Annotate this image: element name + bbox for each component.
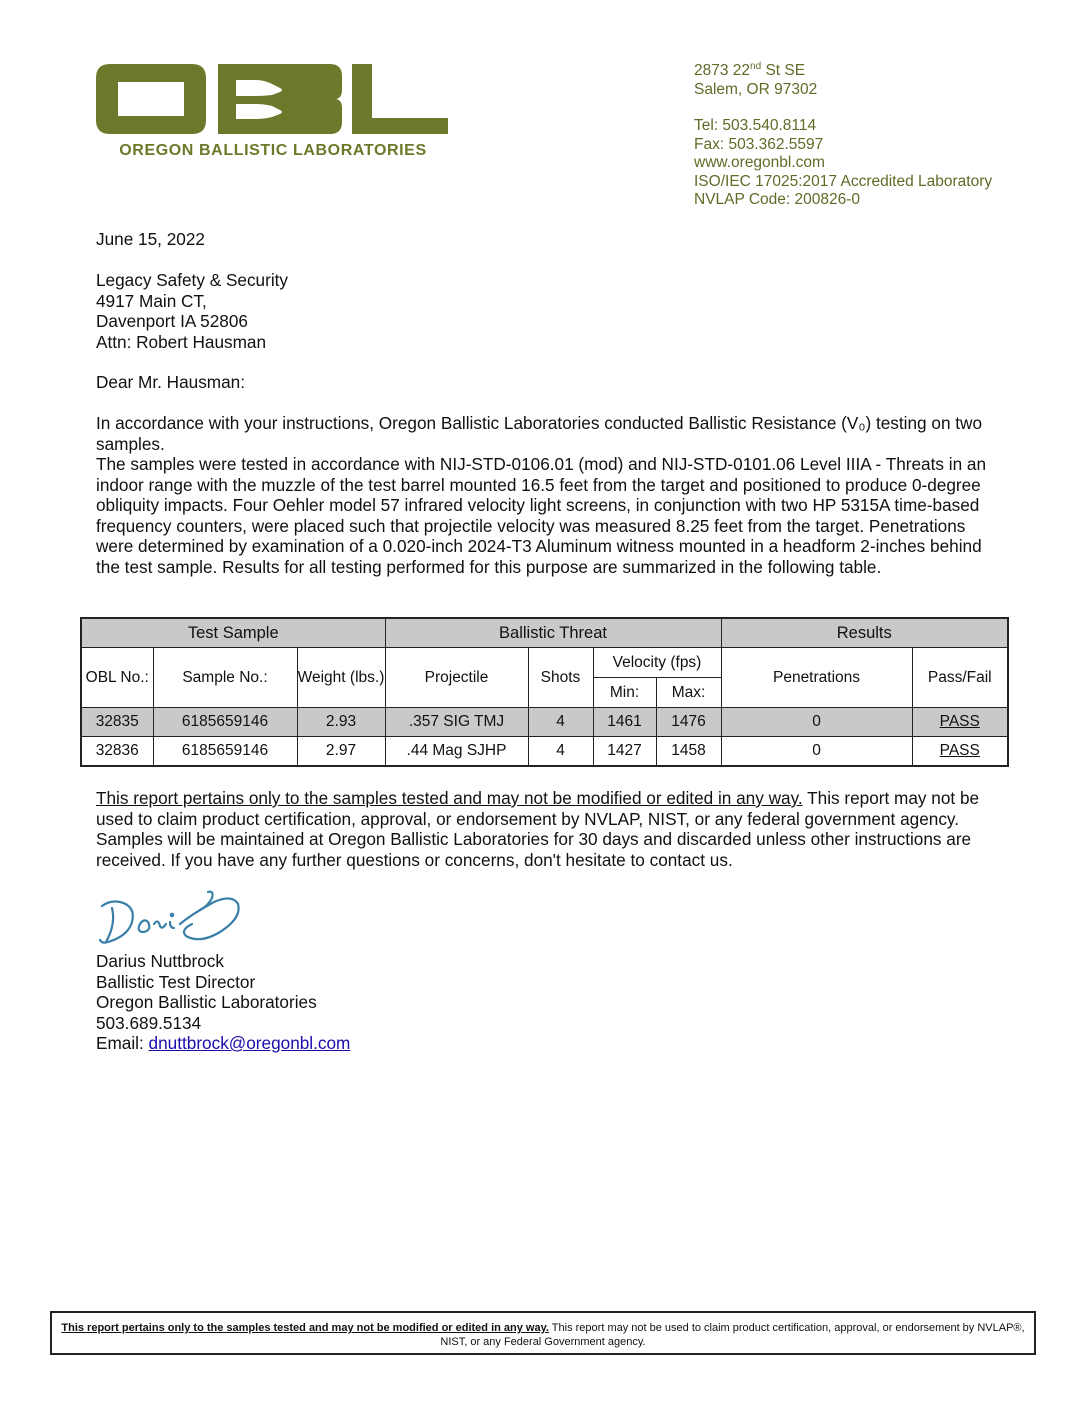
disclaimer-paragraph	[96, 788, 996, 870]
header-sample-no: Sample No.:	[153, 648, 297, 708]
logo-letter-b	[218, 64, 342, 134]
recipient-address	[96, 270, 288, 352]
group-results: Results	[721, 618, 1008, 648]
intro-paragraph-2: The samples were tested in accordance with NIJ-STD-0106.01 (mod) and NIJ-STD-0101.06 Level IIIA - Threats in an indoor range with the muzzle of the test barrel mounted 16.5 feet from the target and positioned to produce 0-degree obliquity impacts. Four Oehler model 57 infrared velocity light screens, in conjunction with two HP 5315A time-based frequency counters, were placed such that projectile velocity was measured 8.25 feet from the target. Penetrations were determined by examination of a 0.020-inch 2024-T3 Aluminum witness mounted in a headform 2-inches behind the test sample. Results for all testing performed for this purpose are summarized in the following table.	[96, 454, 987, 577]
handwritten-signature	[96, 888, 244, 950]
recipient-company: Legacy Safety & Security	[96, 270, 289, 290]
cell-projectile: .357 SIG TMJ	[385, 708, 528, 737]
cell-sample: 6185659146	[153, 737, 297, 767]
signer-email-label: Email:	[96, 1033, 149, 1053]
cell-min: 1461	[593, 708, 656, 737]
recipient-street: 4917 Main CT,	[96, 290, 207, 311]
contact-tel: Tel: 503.540.8114	[694, 117, 817, 135]
cell-weight: 2.97	[297, 737, 385, 767]
cell-result: PASS	[912, 737, 1008, 767]
company-logo	[96, 62, 448, 162]
signer-email-line	[96, 1033, 350, 1054]
signature-image	[96, 888, 244, 950]
signer-title: Ballistic Test Director	[96, 971, 256, 992]
cell-penetrations: 0	[721, 708, 912, 737]
cell-shots: 4	[528, 708, 593, 737]
letter-greeting: Dear Mr. Hausman:	[96, 372, 246, 392]
signer-org: Oregon Ballistic Laboratories	[96, 992, 317, 1012]
recipient-attn: Attn: Robert Hausman	[96, 331, 267, 352]
cell-obl: 32835	[81, 708, 153, 737]
header-velocity-min: Min:	[593, 678, 656, 708]
header-velocity-max: Max:	[656, 678, 721, 708]
contact-nvlap: NVLAP Code: 200826-0	[694, 191, 861, 209]
disclaimer-underlined: This report pertains only to the samples tested and may not be modified or edited in any way.	[96, 788, 803, 808]
intro-paragraph-1: In accordance with your instructions, Oregon Ballistic Laboratories conducted Ballistic Resistance (V₀) testing on two samples.	[96, 413, 983, 454]
results-table	[80, 617, 1009, 767]
contact-accreditation: ISO/IEC 17025:2017 Accredited Laboratory	[694, 172, 993, 190]
letter-date: June 15, 2022	[96, 229, 205, 249]
header-obl-no: OBL No.:	[81, 648, 153, 708]
signer-name: Darius Nuttbrock	[96, 951, 224, 971]
footer-disclaimer	[50, 1311, 1036, 1355]
cell-weight: 2.93	[297, 708, 385, 737]
group-test-sample: Test Sample	[81, 618, 385, 648]
logo-letter-o	[96, 64, 206, 134]
cell-projectile: .44 Mag SJHP	[385, 737, 528, 767]
header-weight: Weight (lbs.)	[297, 648, 385, 708]
cell-max: 1458	[656, 737, 721, 767]
signer-block	[96, 951, 350, 1054]
contact-website[interactable]: www.oregonbl.com	[694, 154, 825, 172]
table-row	[81, 708, 1008, 737]
signer-phone: 503.689.5134	[96, 1012, 202, 1033]
disclaimer-rest: This report may not be used to claim product certification, approval, or endorsement by NVLAP, NIST, or any federal government agency. Samples will be maintained at Oregon Ballistic Laboratories for 30 days and discarded unless other instructions are received. If you have any further questions or concerns, don't hesitate to contact us.	[96, 788, 980, 870]
table-row	[81, 737, 1008, 767]
header-projectile: Projectile	[385, 648, 528, 708]
logo-letter-l	[352, 64, 448, 134]
contact-fax: Fax: 503.362.5597	[694, 135, 824, 153]
obl-logo-mark	[96, 62, 448, 140]
contact-city: Salem, OR 97302	[694, 80, 818, 98]
header-pass-fail: Pass/Fail	[912, 648, 1008, 708]
cell-max: 1476	[656, 708, 721, 737]
cell-min: 1427	[593, 737, 656, 767]
cell-sample: 6185659146	[153, 708, 297, 737]
header-velocity: Velocity (fps)	[593, 648, 721, 678]
letter-body	[96, 413, 996, 577]
group-ballistic-threat: Ballistic Threat	[385, 618, 721, 648]
signer-email-link[interactable]: dnuttbrock@oregonbl.com	[148, 1033, 351, 1053]
cell-shots: 4	[528, 737, 593, 767]
cell-result: PASS	[912, 708, 1008, 737]
recipient-city: Davenport IA 52806	[96, 311, 248, 331]
logo-tagline: OREGON BALLISTIC LABORATORIES	[119, 142, 427, 159]
contact-block	[694, 58, 992, 210]
footer-underlined: This report pertains only to the samples tested and may not be modified or edited in any way.	[61, 1322, 549, 1334]
contact-street: 2873 22nd St SE	[694, 61, 806, 80]
footer-rest: This report may not be used to claim product certification, approval, or endorsement by NVLAP®, NIST, or any Federal Government agency.	[440, 1322, 1025, 1348]
header-shots: Shots	[528, 648, 593, 708]
cell-obl: 32836	[81, 737, 153, 767]
header-penetrations: Penetrations	[721, 648, 912, 708]
cell-penetrations: 0	[721, 737, 912, 767]
